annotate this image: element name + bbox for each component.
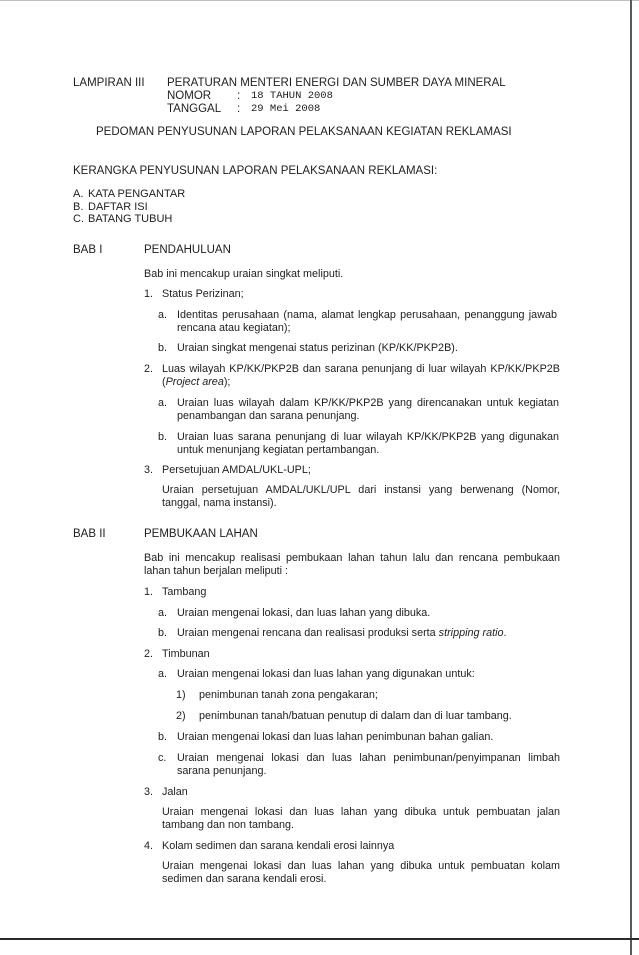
bab2-item1-sub-b: Uraian mengenai rencana dan realisasi produksi serta stripping ratio. [177, 627, 507, 639]
bab2-item4-text: Kolam sedimen dan sarana kendali erosi lainnya [162, 840, 395, 852]
bab1-item2-text: Luas wilayah KP/KK/PKP2B dan sarana penunjang di luar wilayah KP/KK/PKP2B (Project area); [162, 363, 560, 388]
list-item: C. BATANG TUBUH [73, 213, 173, 225]
nomor-label: NOMOR [167, 90, 212, 102]
bab1-item2-number: 2. [144, 363, 154, 375]
bab2-item2-sub-b: Uraian mengenai lokasi dan luas lahan penimbunan bahan galian. [177, 731, 494, 743]
bab2-item2-sub-a: Uraian mengenai lokasi dan luas lahan yang digunakan untuk: [177, 668, 475, 680]
nomor-value: 18 TAHUN 2008 [251, 90, 333, 102]
bab2-item2-sub-a-key: a. [158, 668, 168, 680]
scan-edge-rule [630, 0, 632, 955]
bab2-heading [73, 528, 258, 540]
bab1-item2-sub-b-key: b. [158, 431, 168, 443]
tanggal-separator: : [237, 103, 241, 115]
bab1-item1-sub-b-key: b. [158, 342, 168, 354]
list-item: A. KATA PENGANTAR [73, 188, 186, 200]
bab1-item3-text: Persetujuan AMDAL/UKL-UPL; [162, 464, 311, 476]
bab2-item1-number: 1. [144, 586, 154, 598]
bab1-item2-sub-a: Uraian luas wilayah dalam KP/KK/PKP2B yang direncanakan untuk kegiatan penambangan dan sarana penunjang. [177, 397, 559, 422]
bab2-item1-sub-a-key: a. [158, 607, 168, 619]
bab1-item3-number: 3. [144, 464, 154, 476]
bab2-item1-sub-b-key: b. [158, 627, 168, 639]
tanggal-label: TANGGAL [167, 103, 222, 115]
kerangka-title: KERANGKA PENYUSUNAN LAPORAN PELAKSANAAN REKLAMASI: [73, 165, 438, 177]
bab2-item1-sub-a: Uraian mengenai lokasi, dan luas lahan yang dibuka. [177, 607, 431, 619]
bab1-item2-sub-b: Uraian luas sarana penunjang di luar wilayah KP/KK/PKP2B yang digunakan untuk menunjang kegiatan pertambangan. [177, 431, 559, 456]
list-item: B. DAFTAR ISI [73, 200, 148, 213]
lampiran-label: LAMPIRAN III [73, 77, 145, 89]
bab1-item2-sub-a-key: a. [158, 397, 168, 409]
bab1-item1-sub-b: Uraian singkat mengenai status perizinan (KP/KK/PKP2B). [177, 342, 458, 354]
bab1-item1-sub-a: Identitas perusahaan (nama, alamat lengkap perusahaan, penanggung jawab rencana atau kegiatan); [177, 309, 557, 334]
bab1-item1-text: Status Perizinan; [162, 288, 244, 300]
bab1-item1-sub-a-key: a. [158, 309, 168, 321]
bab2-item2-sub-b-key: b. [158, 731, 168, 743]
bab1-title: PENDAHULUAN [144, 244, 231, 256]
nomor-separator: : [237, 90, 241, 102]
bab1-item3-desc: Uraian persetujuan AMDAL/UKL/UPL dari instansi yang berwenang (Nomor, tanggal, nama instansi). [162, 484, 560, 509]
bab2-item4-desc: Uraian mengenai lokasi dan luas lahan yang dibuka untuk pembuatan kolam sedimen dan sarana kendali erosi. [162, 860, 560, 885]
bab2-item2-number: 2. [144, 648, 154, 660]
bab1-heading [73, 244, 231, 256]
front-matter-list [73, 188, 185, 226]
bab2-item2-sub-c: Uraian mengenai lokasi dan luas lahan penimbunan/penyimpanan limbah sarana penunjang. [177, 752, 560, 777]
document-header [73, 77, 593, 116]
bab2-item2-sub-a-2: penimbunan tanah/batuan penutup di dalam dan di luar tambang. [199, 710, 512, 722]
top-rule [0, 0, 639, 1]
bab2-item2-sub-a-1-key: 1) [176, 689, 186, 701]
bab2-item2-sub-a-1: penimbunan tanah zona pengakaran; [199, 689, 378, 701]
bab2-item3-desc: Uraian mengenai lokasi dan luas lahan yang dibuka untuk pembuatan jalan tambang dan non tambang. [162, 806, 560, 831]
bab2-item1-text: Tambang [162, 586, 207, 598]
bab2-number: BAB II [73, 528, 106, 540]
document-title: PEDOMAN PENYUSUNAN LAPORAN PELAKSANAAN KEGIATAN REKLAMASI [96, 126, 512, 138]
bab2-title: PEMBUKAAN LAHAN [144, 528, 258, 540]
tanggal-value: 29 Mei 2008 [251, 103, 321, 115]
bab2-intro: Bab ini mencakup realisasi pembukaan lahan tahun lalu dan rencana pembukaan lahan tahun berjalan meliputi : [144, 552, 560, 577]
bab2-item2-text: Timbunan [162, 648, 210, 660]
bab1-item1-number: 1. [144, 288, 154, 300]
bab1-number: BAB I [73, 244, 103, 256]
regulation-title: PERATURAN MENTERI ENERGI DAN SUMBER DAYA MINERAL [167, 77, 506, 89]
bab2-item2-sub-c-key: c. [158, 752, 167, 764]
bab2-item2-sub-a-2-key: 2) [176, 710, 186, 722]
bab2-item3-number: 3. [144, 786, 154, 798]
bab2-item3-text: Jalan [162, 786, 188, 798]
bottom-rule [0, 938, 639, 940]
bab1-intro: Bab ini mencakup uraian singkat meliputi. [144, 268, 344, 280]
bab2-item4-number: 4. [144, 840, 154, 852]
